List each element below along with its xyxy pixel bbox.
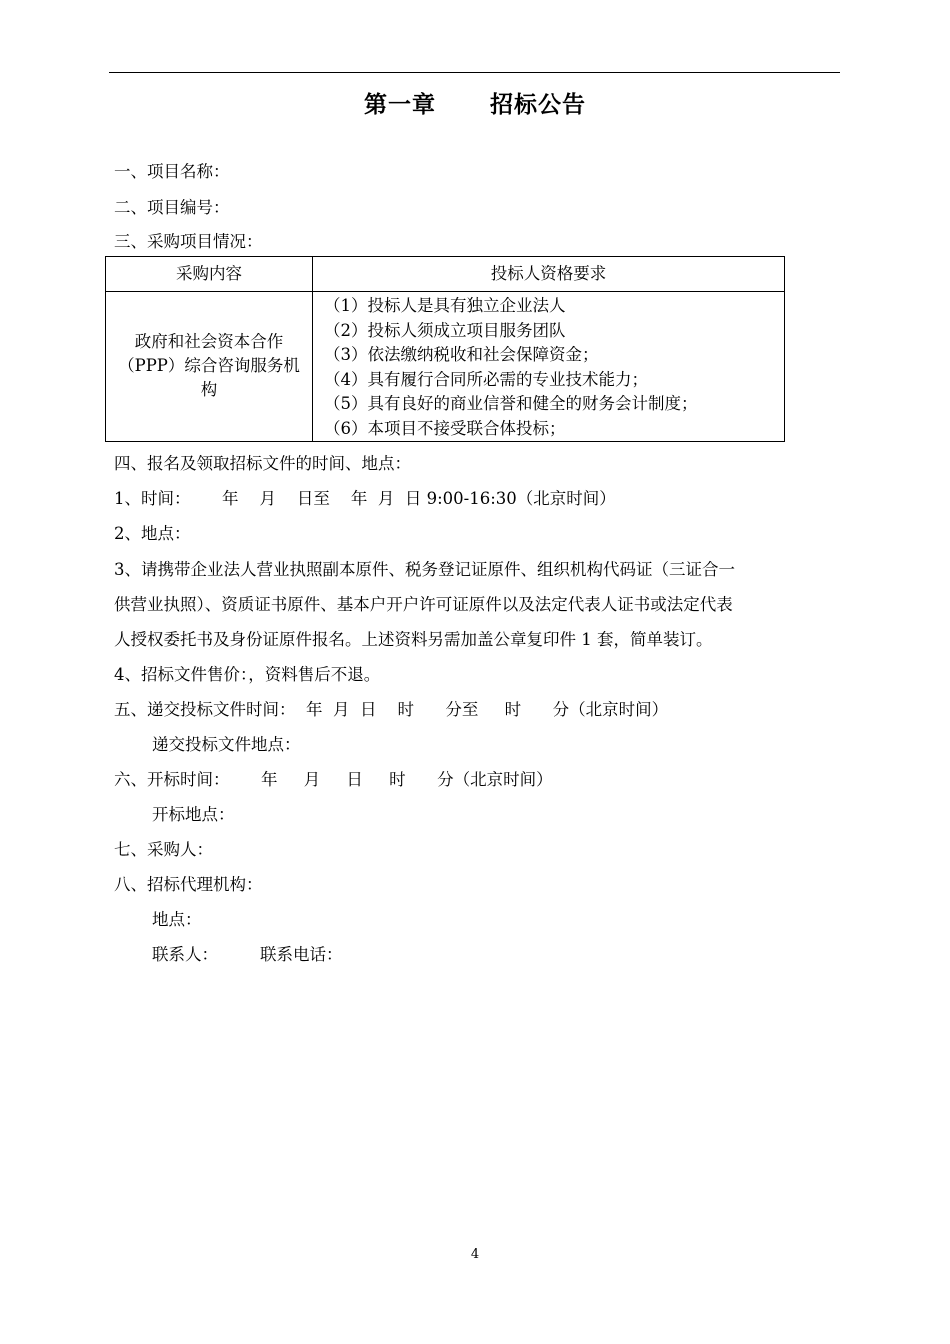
requirement-item: （4）具有履行合同所必需的专业技术能力； xyxy=(324,369,648,389)
procurement-content-text: 政府和社会资本合作（PPP）综合咨询服务机构 xyxy=(118,332,300,399)
requirement-item: （3）依法缴纳税收和社会保障资金； xyxy=(324,345,599,364)
registration-location: 2、地点： xyxy=(114,524,191,543)
requirement-item: （5）具有良好的商业信誉和健全的财务会计制度； xyxy=(324,394,698,413)
requirement-item: （2）投标人须成立项目服务团队 xyxy=(324,320,566,340)
requirement-item: （1）投标人是具有独立企业法人 xyxy=(324,296,566,315)
table-column-divider xyxy=(312,257,313,441)
agency-contact: 联系人： 联系电话： xyxy=(152,945,343,964)
registration-time: 1、时间： 年 月 日至 年 月 日 9:00-16:30（北京时间） xyxy=(114,489,616,508)
project-code-line: 二、项目编号： xyxy=(114,198,230,217)
table-header-content: 采购内容 xyxy=(176,264,242,283)
agency-location: 地点： xyxy=(152,910,202,929)
submission-location: 递交投标文件地点： xyxy=(152,735,301,754)
opening-time: 六、开标时间： 年 月 日 时 分（北京时间） xyxy=(114,770,553,789)
table-header-requirements: 投标人资格要求 xyxy=(490,264,607,283)
opening-location: 开标地点： xyxy=(152,805,235,824)
procurement-table xyxy=(105,256,785,442)
registration-heading: 四、报名及领取招标文件的时间、地点： xyxy=(114,454,411,473)
page-number: 4 xyxy=(470,1247,480,1262)
table-cell-content xyxy=(106,291,312,441)
table-header-row xyxy=(106,257,784,292)
registration-documents-line3: 人授权委托书及身份证原件报名。上述资料另需加盖公章复印件 1 套，简单装订。 xyxy=(114,630,713,649)
requirement-item: （6）本项目不接受联合体投标； xyxy=(324,418,566,438)
purchaser-line: 七、采购人： xyxy=(114,840,213,859)
table-cell-requirements xyxy=(324,294,779,441)
chapter-title: 第一章 招标公告 xyxy=(363,91,587,118)
header-rule xyxy=(109,72,840,73)
registration-documents-line1: 3、请携带企业法人营业执照副本原件、税务登记证原件、组织机构代码证（三证合一 xyxy=(114,560,735,579)
project-name-line: 一、项目名称： xyxy=(114,162,230,181)
registration-documents-line2: 供营业执照）、资质证书原件、基本户开户许可证原件以及法定代表人证书或法定代表 xyxy=(114,595,733,614)
submission-time: 五、递交投标文件时间： 年 月 日 时 分至 时 分（北京时间） xyxy=(114,700,669,719)
agency-heading: 八、招标代理机构： xyxy=(114,875,263,894)
document-price: 4、招标文件售价：，资料售后不退。 xyxy=(114,665,381,684)
procurement-info-heading: 三、采购项目情况： xyxy=(114,232,263,251)
